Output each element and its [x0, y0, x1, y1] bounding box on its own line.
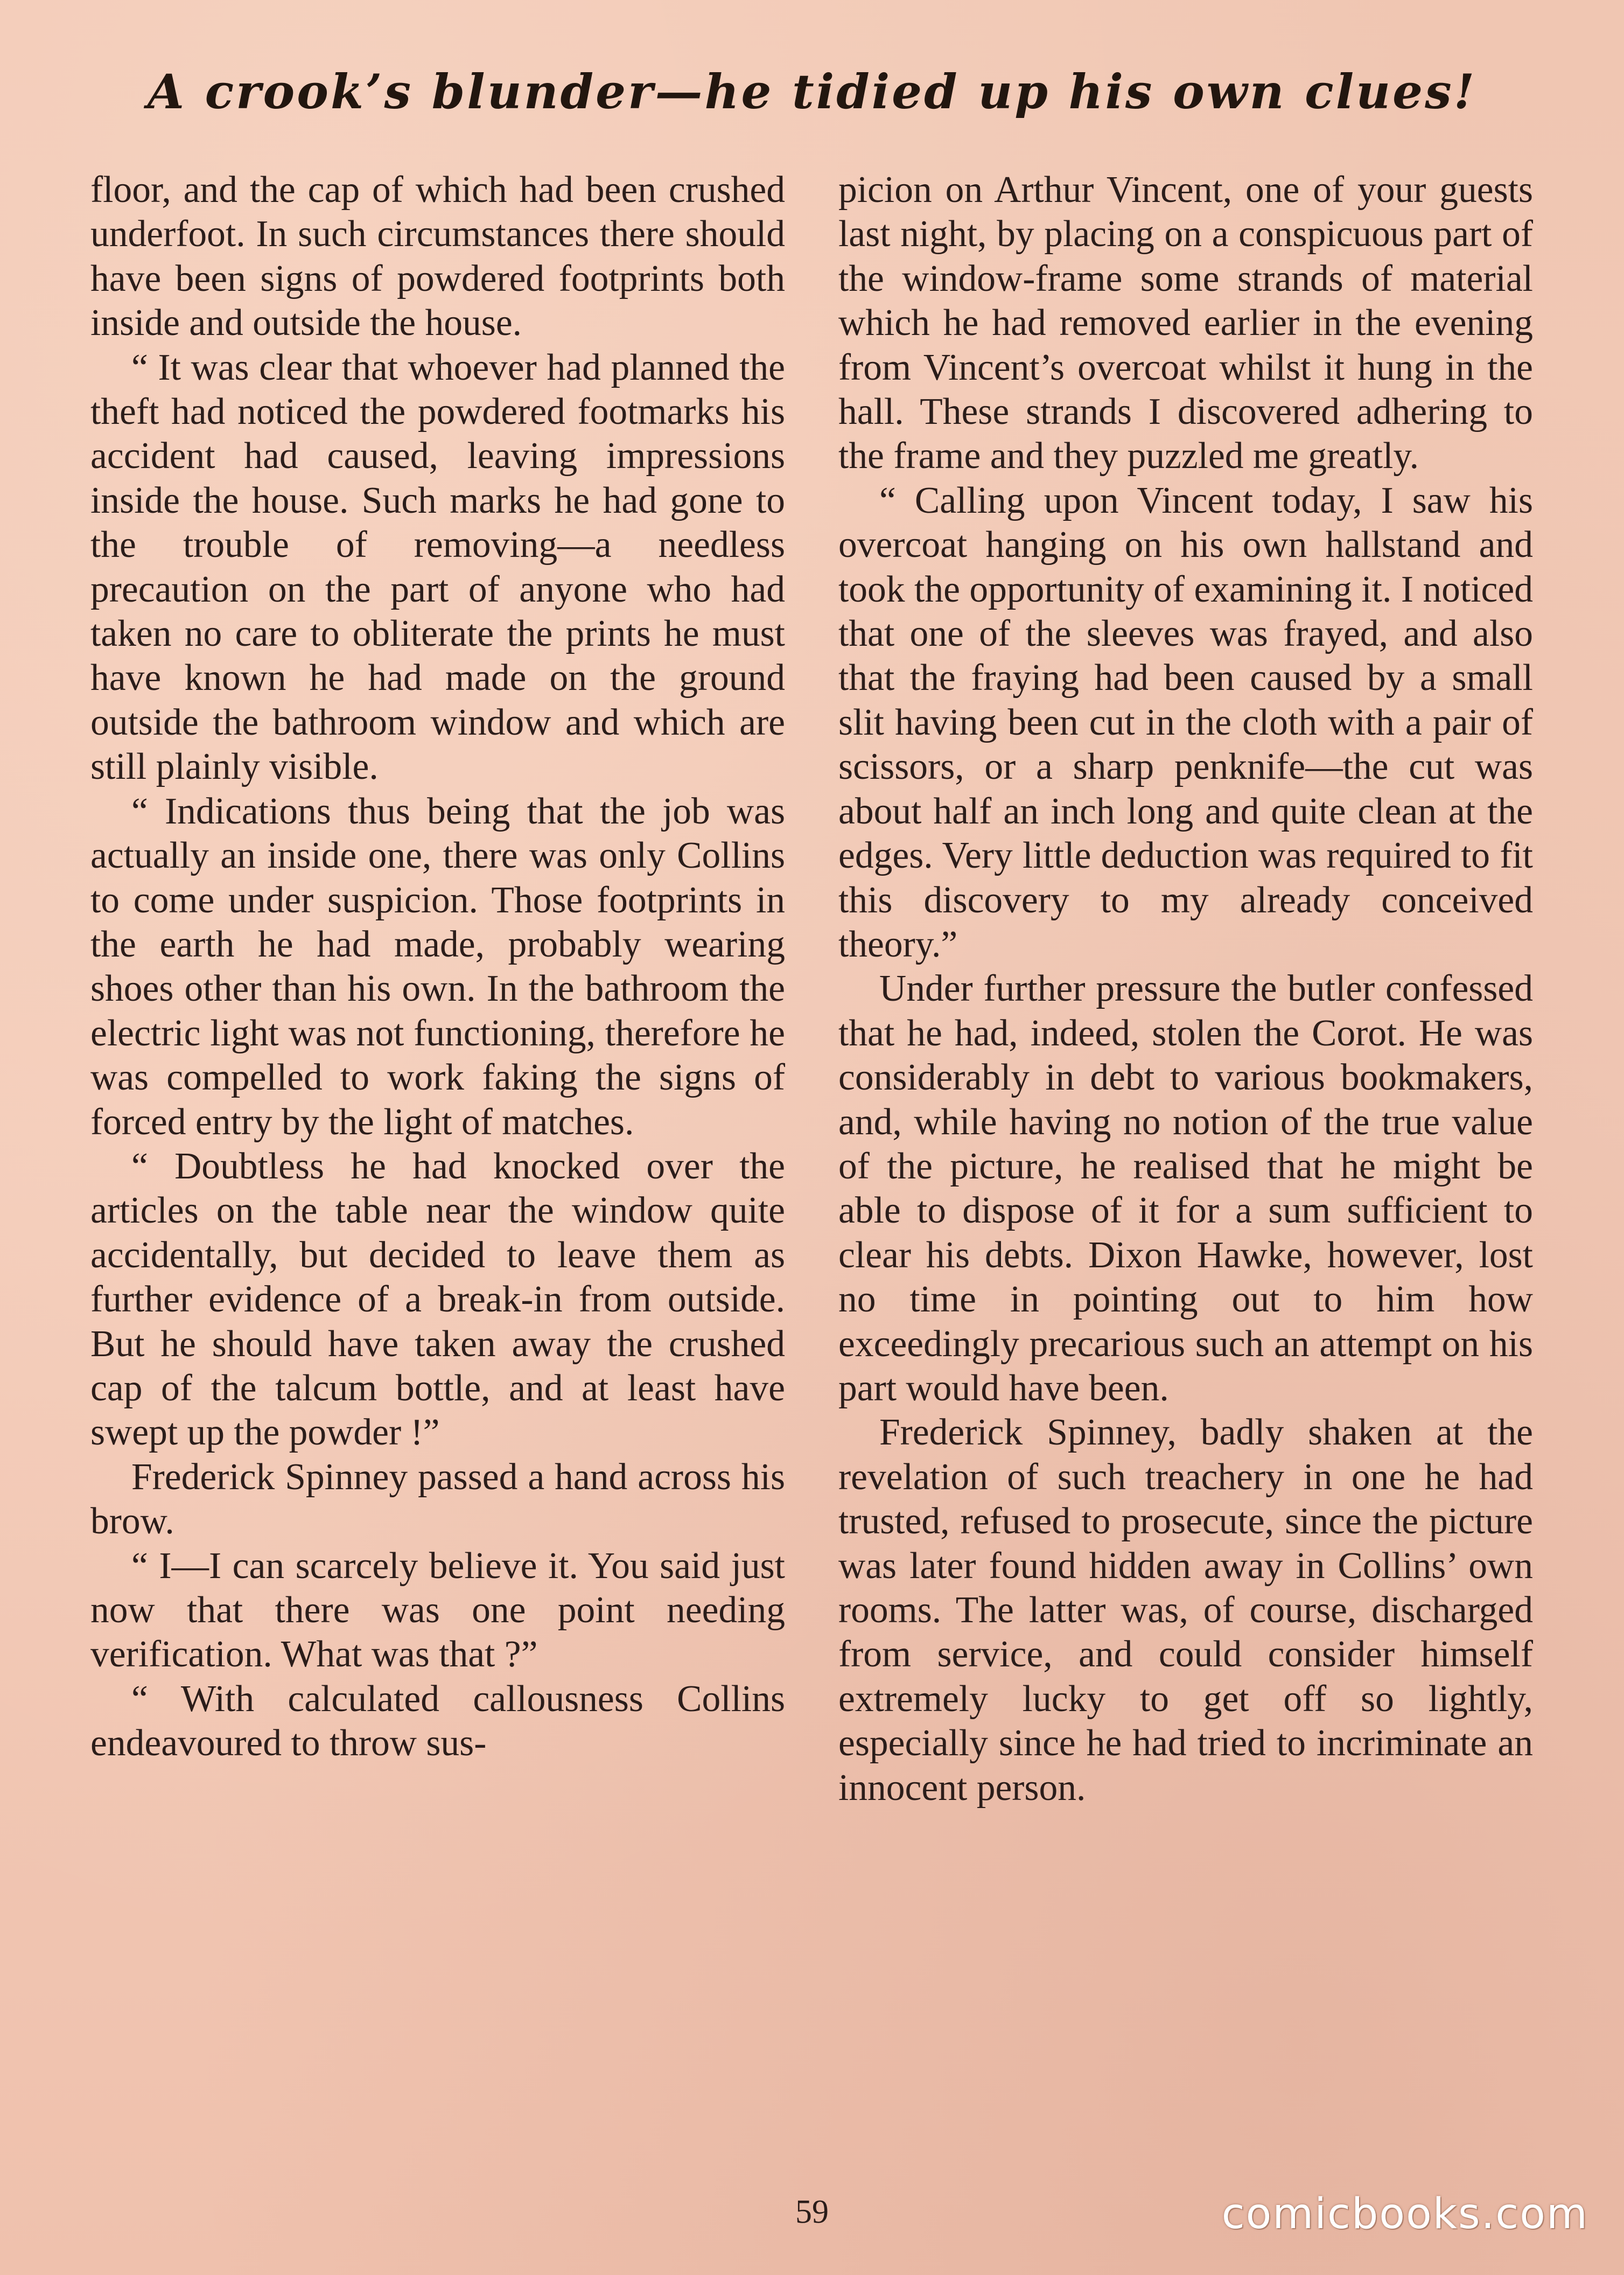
page-number: 59 [795, 2194, 829, 2230]
paragraph: floor, and the cap of which had been crushed underfoot. In such circumstances there should have been signs of powdered footprints both inside and outside the house. [90, 169, 785, 344]
paragraph: “ Calling upon Vincent today, I saw his overcoat hanging on his own hallstand and took the opportunity of examining it. I noticed that one of the sleeves was frayed, and also that the fraying had been caused by a small slit having been cut in the cloth with a pair of scissors, or a sharp penknife—the cut was about half an inch long and quite clean at the edges. Very little deduction was required to fit this discovery to my already conceived theory.” [838, 479, 1533, 965]
paragraph: “ It was clear that whoever had planned the theft had noticed the powdered footmarks his accident had caused, leaving impressions inside the house. Such marks he had gone to the trouble of removing—a needless precaution on the part of anyone who had taken no care to obliterate the prints he must have known he had made on the ground outside the bathroom window and which are still plainly visible. [90, 346, 785, 788]
paragraph: “ With calculated callousness Collins endeavoured to throw sus- [90, 1678, 785, 1764]
site-watermark: comicbooks.com [1221, 2190, 1588, 2238]
paragraph: “ Indications thus being that the job was actually an inside one, there was only Collins to come under suspicion. Those footprints in the earth he had made, probably wearing shoes other than his own. In the bathroom the electric light was not functioning, therefore he was compelled to work faking the signs of forced entry by the light of matches. [90, 790, 785, 1143]
text-column-left [90, 168, 785, 1766]
paragraph: Frederick Spinney, badly shaken at the revelation of such treachery in one he had trusted, refused to prosecute, since the picture was later found hidden away in Collins’ own rooms. The latter was, of course, discharged from service, and could consider himself extremely lucky to get off so lightly, especially since he had tried to incriminate an innocent person. [838, 1412, 1533, 1809]
text-column-right [838, 168, 1533, 1810]
paragraph: “ I—I can scarcely believe it. You said just now that there was one point needing verification. What was that ?” [90, 1545, 785, 1676]
paragraph: Frederick Spinney passed a hand across his brow. [90, 1456, 785, 1543]
paragraph: picion on Arthur Vincent, one of your guests last night, by placing on a conspicuous part of the window-frame some strands of material which he had removed earlier in the evening from Vincent’s overcoat whilst it hung in the hall. These strands I discovered adhering to the frame and they puzzled me greatly. [838, 169, 1533, 477]
page-headline: A crook’s blunder—he tidied up his own clues! [147, 64, 1477, 120]
paragraph: “ Doubtless he had knocked over the articles on the table near the window quite accidentally, but decided to leave them as further evidence of a break-in from outside. But he should have taken away the crushed cap of the talcum bottle, and at least have swept up the powder !” [90, 1145, 785, 1454]
paragraph: Under further pressure the butler confessed that he had, indeed, stolen the Corot. He was considerably in debt to various bookmakers, and, while having no notion of the true value of the picture, he realised that he might be able to dispose of it for a sum sufficient to clear his debts. Dixon Hawke, however, lost no time in pointing out to him how exceedingly precarious such an attempt on his part would have been. [838, 968, 1533, 1409]
